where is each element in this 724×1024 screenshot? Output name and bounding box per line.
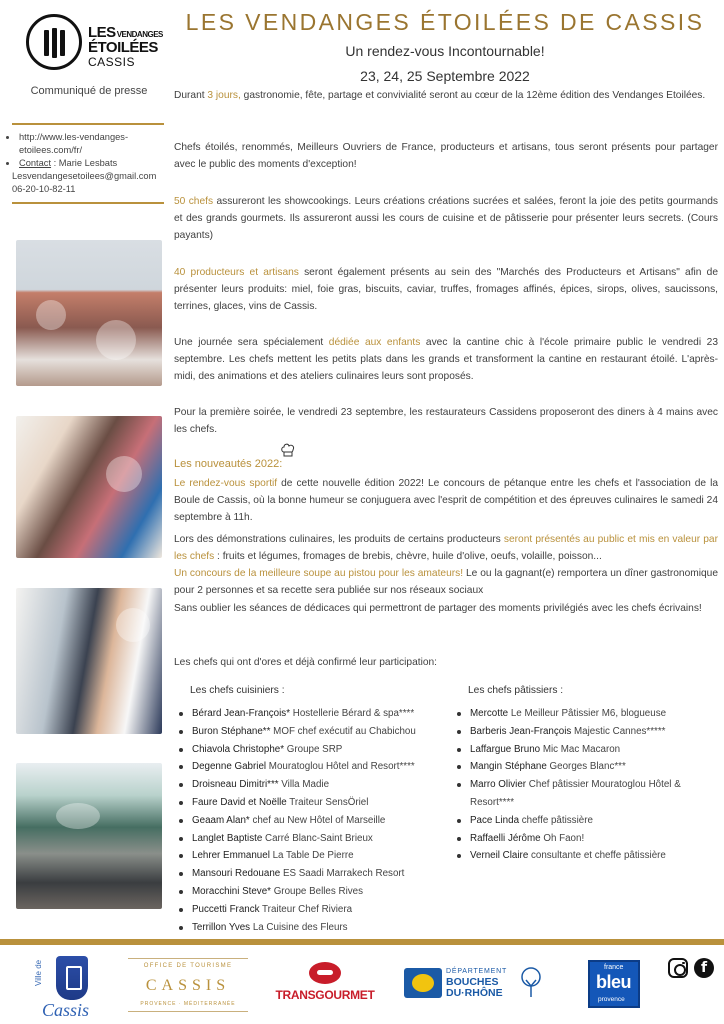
paragraph-first-evening: Pour la première soirée, le vendredi 23 septembre, les restaurateurs Cassidens proposeront des diners à 4 mains avec les chefs. <box>174 407 718 436</box>
france-bleu-top: france <box>604 964 624 971</box>
section-title-nouveautes: Les nouveautés 2022: <box>174 458 283 470</box>
transgourmet-name: TRANSGOURMET <box>275 988 375 1002</box>
list-item: Moracchini Steve* Groupe Belles Rives <box>176 883 456 901</box>
logo-text-etoilees: ÉTOILÉES <box>88 39 158 56</box>
list-item: Droisneau Dimitri*** Villa Madie <box>176 776 456 794</box>
paragraph-sport: Le rendez-vous sportif de cette nouvelle édition 2022! Le concours de pétanque entre les chefs et l'association de la Boule de Cassis, où la bonne humeur se conjuguera avec l'esprit de compétition et des épreuves culinaires le samedi 24 septembre à 11h. <box>174 478 719 524</box>
contact-name: : Marie Lesbats <box>51 158 118 168</box>
paragraph-soup-contest: Un concours de la meilleure soupe au pistou pour les amateurs! Le ou la gagnant(e) remportera un dîner gastronomique pour 2 personnes et sa recette sera publiée sur nos réseaux sociaux <box>174 568 718 597</box>
paragraph-showcooking: 50 chefs assureront les showcookings. Leurs créations créations sucrées et salées, feront la joie des petits gourmands et des grands gourmets. Ils assureront aussi les cours de cuisine et de pâtisserie pour présenter leurs secrets. (Cours payants) <box>174 196 718 242</box>
logo-emblem-icon <box>26 14 82 70</box>
paragraph-chefs: Chefs étoilés, renommés, Meilleurs Ouvriers de France, producteurs et artisans, tous seront présents pour partager avec le public des moments d'exception! <box>174 142 718 171</box>
website-row <box>12 131 164 157</box>
transgourmet-badge-icon <box>309 962 341 984</box>
list-item: Laffargue Bruno Mic Mac Macaron <box>454 741 716 759</box>
france-bleu-name: bleu <box>596 972 632 992</box>
list-item: Puccetti Franck Traiteur Chef Riviera <box>176 901 456 919</box>
highlight-produits-valeur: seront présentés au public et mis en valeur par les chefs <box>174 534 718 563</box>
sponsor-france-bleu <box>588 960 640 1008</box>
photo-crowd-chefs <box>16 240 162 386</box>
event-dates: 23, 24, 25 Septembre 2022 <box>360 68 530 84</box>
office-top-label: OFFICE DE TOURISME <box>143 963 233 969</box>
sponsor-transgourmet <box>270 962 380 1008</box>
list-item: Mangin Stéphane Georges Blanc*** <box>454 758 716 776</box>
list-item: Raffaelli Jérôme Oh Faon! <box>454 830 716 848</box>
list-item: Langlet Baptiste Carré Blanc-Saint Brieux <box>176 830 456 848</box>
list-item: Degenne Gabriel Mouratoglou Hôtel and Resort**** <box>176 758 456 776</box>
sponsor-ville-de-cassis <box>34 950 108 1020</box>
list-item: Buron Stéphane** MOF chef exécutif au Chabichou <box>176 723 456 741</box>
list-title-patissiers: Les chefs pâtissiers : <box>468 685 564 696</box>
footer-divider <box>0 939 724 945</box>
press-release-label: Communiqué de presse <box>30 85 148 97</box>
departement-name-1: BOUCHES <box>446 976 499 988</box>
sponsor-office-tourisme <box>128 958 248 1012</box>
ville-de-label: Ville de <box>34 959 43 986</box>
contact-row <box>12 157 164 170</box>
list-item: Terrillon Yves La Cuisine des Fleurs <box>176 919 456 937</box>
list-item: Faure David et Noëlle Traiteur SensÖriel <box>176 794 456 812</box>
sponsor-departement-13 <box>404 962 548 1008</box>
paragraph-producers: 40 producteurs et artisans seront également présents au sein des "Marchés des Producteurs et Artisans" afin de présenter leurs produits: miel, foie gras, biscuits, caviar, truffes, fromages affinés, épices, sirops, olives, saucissons, terrines, glaces, vins de Cassis. <box>174 267 718 313</box>
highlight-40-producteurs: 40 producteurs et artisans <box>174 267 299 278</box>
list-item: Mercotte Le Meilleur Pâtissier M6, blogueuse <box>454 705 716 723</box>
cassis-label: Cassis <box>42 1000 90 1020</box>
paragraph-signings: Sans oublier les séances de dédicaces qui permettront de partager des moments privilégiés avec les chefs écrivains! <box>174 603 702 614</box>
photo-chefs-showcooking <box>16 588 162 734</box>
departement-13-icon <box>404 968 442 998</box>
departement-label: DÉPARTEMENT <box>446 968 508 975</box>
highlight-rendez-vous-sportif: Le rendez-vous sportif <box>174 478 278 489</box>
cassis-crest-icon <box>56 956 88 1000</box>
website-link[interactable]: http://www.les-vendanges-etoilees.com/fr/ <box>19 132 129 155</box>
paragraph-demonstrations: Lors des démonstrations culinaires, les produits de certains producteurs seront présentés au public et mis en valeur par les chefs : fruits et légumes, fromages de brebis, chèvre, huile d'olive, oeufs, volaille, poisson... <box>174 534 718 563</box>
instagram-icon[interactable] <box>668 958 688 978</box>
facebook-icon[interactable]: f <box>694 958 714 978</box>
list-cuisiniers <box>176 705 456 936</box>
chef-hat-icon <box>280 442 296 458</box>
list-item: Pace Linda cheffe pâtissière <box>454 812 716 830</box>
logo-text-les: LES <box>88 24 116 41</box>
departement-name-2: DU·RHÔNE <box>446 987 503 999</box>
paragraph-intro: Durant 3 jours, gastronomie, fête, partage et convivialité seront au cœur de la 12ème édition des Vendanges Etoilées. <box>174 90 706 101</box>
paragraph-confirmed-chefs: Les chefs qui ont d'ores et déjà confirmé leur participation: <box>174 657 438 668</box>
list-item: Marro Olivier Chef pâtissier Mouratoglou Hôtel & Resort**** <box>454 776 716 812</box>
list-item: Lehrer Emmanuel La Table De Pierre <box>176 847 456 865</box>
contact-email[interactable]: Lesvendangesetoilees@gmail.com <box>12 171 157 181</box>
office-name: CASSIS <box>145 977 231 994</box>
page-subtitle: Un rendez-vous Incontournable! <box>345 43 545 59</box>
highlight-soupe-pistou: Un concours de la meilleure soupe au pistou pour les amateurs! <box>174 568 464 579</box>
list-item: Bérard Jean-François* Hostellerie Bérard & spa**** <box>176 705 456 723</box>
photo-audience-tent <box>16 763 162 909</box>
list-item: Verneil Claire consultante et cheffe pâtissière <box>454 847 716 865</box>
page-title: LES VENDANGES ÉTOILÉES DE CASSIS <box>185 9 705 35</box>
france-bleu-region: provence <box>598 996 625 1003</box>
office-bottom-label: PROVENCE · MÉDITERRANÉE <box>140 1001 236 1007</box>
paragraph-children: Une journée sera spécialement dédiée aux enfants avec la cantine chic à l'école primaire public le vendredi 23 septembre. Les chefs mettent les petits plats dans les grands et transforment la cantine en restaurant étoilé. L'après-midi, des animations et des ateliers culinaires leurs sont proposés. <box>174 337 718 383</box>
list-patissiers <box>454 705 716 865</box>
list-item: Barberis Jean-François Majestic Cannes***** <box>454 723 716 741</box>
highlight-enfants: dédiée aux enfants <box>328 337 421 348</box>
list-item: Geaam Alan* chef au New Hôtel of Marseille <box>176 812 456 830</box>
logo-text-vendanges: VENDANGES <box>116 30 163 39</box>
event-logo <box>26 12 163 76</box>
contact-box <box>12 123 164 204</box>
highlight-3-jours: 3 jours, <box>207 90 241 101</box>
list-item: Chiavola Christophe* Groupe SRP <box>176 741 456 759</box>
tree-icon <box>518 966 544 998</box>
contact-label: Contact <box>19 158 52 168</box>
photo-chef-child-cooking <box>16 416 162 558</box>
logo-text-cassis: CASSIS <box>88 55 136 69</box>
contact-phone: 06-20-10-82-11 <box>12 184 76 194</box>
highlight-50-chefs: 50 chefs <box>174 196 214 207</box>
list-item: Mansouri Redouane ES Saadi Marrakech Resort <box>176 865 456 883</box>
list-title-cuisiniers: Les chefs cuisiniers : <box>190 685 285 696</box>
